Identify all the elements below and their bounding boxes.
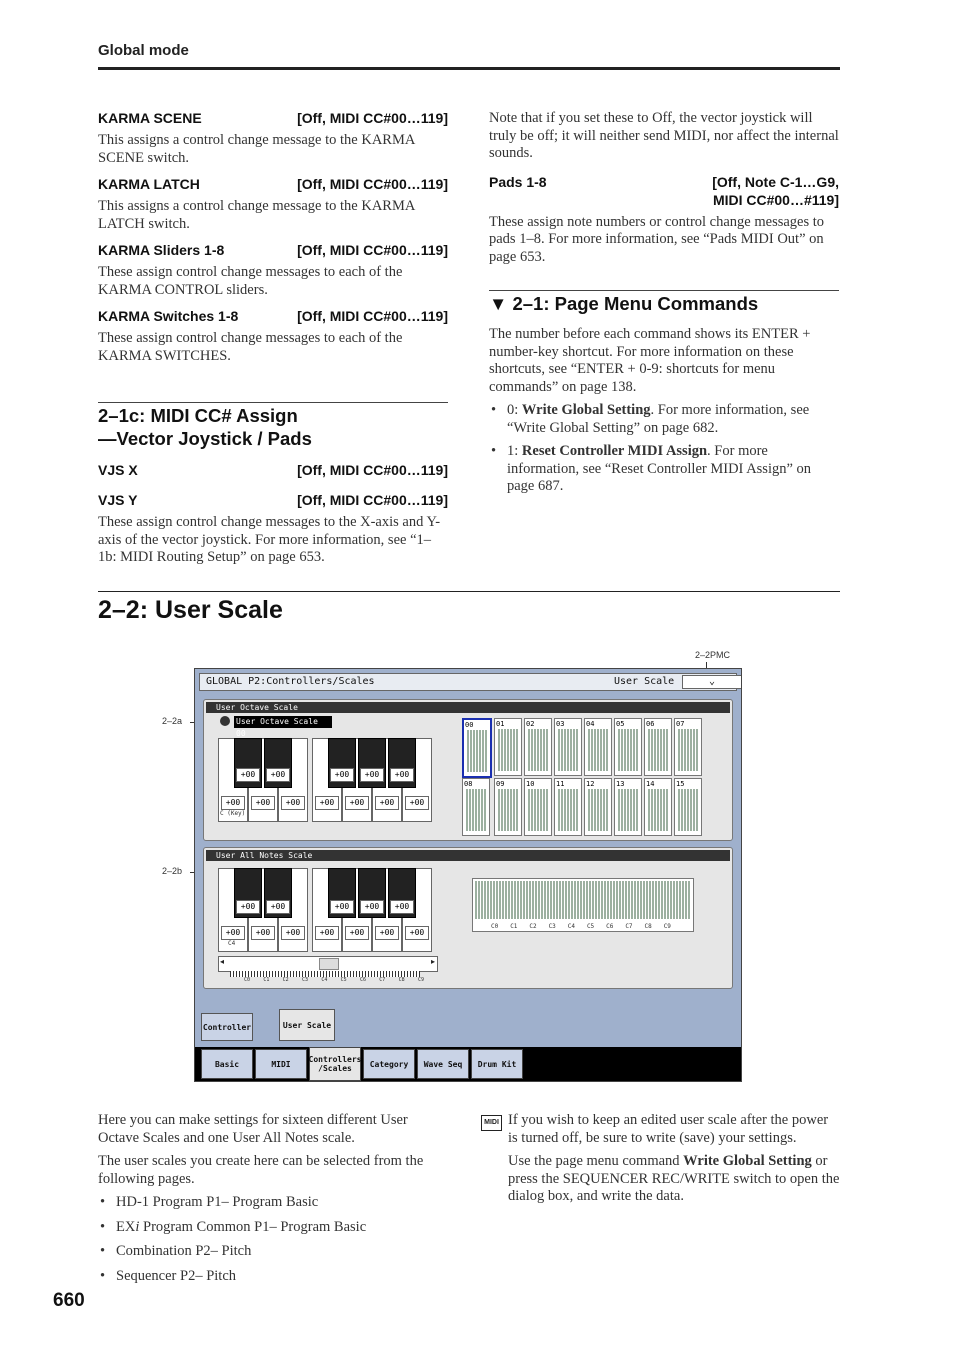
param-name: VJS X	[98, 462, 138, 478]
page-select-label: User Scale	[614, 676, 675, 687]
scale-slot[interactable]	[674, 718, 702, 776]
slot-label: 04	[586, 720, 595, 728]
user-all-notes-scale-panel	[203, 847, 733, 989]
slot-keys	[618, 729, 638, 771]
slot-label: 06	[646, 720, 655, 728]
slot-keys	[648, 789, 668, 831]
mini-kbd-label: C4	[321, 977, 328, 983]
scroll-left-icon[interactable]: ◂	[220, 957, 225, 966]
kbd-label: C4	[567, 923, 575, 930]
tune-value[interactable]: +00	[281, 796, 305, 810]
keyboard-scrollbar[interactable]	[218, 956, 438, 972]
callout-a: 2–2a	[162, 716, 183, 726]
scale-slot[interactable]	[644, 718, 672, 776]
page-menu-body	[489, 326, 839, 496]
popup-arrow-icon[interactable]	[220, 716, 230, 726]
page-list	[98, 1194, 448, 1285]
mini-kbd-label: C7	[379, 977, 386, 983]
panel-title: User Octave Scale	[206, 702, 730, 713]
tab-category[interactable]: Category	[363, 1049, 415, 1079]
page-menu-list	[489, 402, 839, 496]
slot-label: 08	[464, 780, 473, 788]
scroll-thumb[interactable]	[319, 958, 339, 970]
tab-wave-seq[interactable]: Wave Seq	[417, 1049, 469, 1079]
tune-value[interactable]: +00	[375, 796, 399, 810]
list-item	[489, 402, 839, 437]
tab-drum-kit[interactable]: Drum Kit	[471, 1049, 523, 1079]
vjs-params	[98, 462, 448, 567]
range-line1: [Off, Note C-1…G9,	[712, 173, 839, 190]
note-text: Use the page menu command	[508, 1153, 684, 1169]
param-desc: This assigns a control change message to the KARMA LATCH switch.	[98, 198, 415, 232]
menu-rule	[489, 290, 839, 291]
scale-slot[interactable]	[614, 718, 642, 776]
list-item	[98, 1219, 448, 1237]
subsection-heading-line1: 2–1c: MIDI CC# Assign	[98, 405, 298, 426]
tune-value[interactable]: +00	[390, 900, 414, 914]
joystick-note: Note that if you set these to Off, the vector joystick will truly be off; it will neither send MIDI, nor affect the internal sounds.	[489, 110, 839, 161]
tune-value[interactable]: +00	[315, 796, 339, 810]
param-name: KARMA Sliders 1-8	[98, 242, 225, 258]
list-item	[98, 1243, 448, 1261]
item-command: Write Global Setting	[521, 402, 651, 418]
lcd-screenshot	[194, 668, 742, 1082]
kbd-label: C8	[644, 923, 652, 930]
kbd-label: C2	[529, 923, 537, 930]
octave-scale-select[interactable]: User Octave Scale 00	[234, 716, 332, 728]
page-menu-button[interactable]	[682, 675, 742, 689]
scale-slot[interactable]	[644, 778, 672, 836]
slot-label: 01	[496, 720, 505, 728]
full-range-keyboard[interactable]	[472, 878, 694, 932]
kbd-label: C9	[663, 923, 671, 930]
mini-kbd-label: C8	[398, 977, 405, 983]
chevron-down-icon: ⌄	[708, 676, 716, 687]
scale-slot[interactable]	[494, 718, 522, 776]
param-name: KARMA Switches 1-8	[98, 308, 239, 324]
scale-slot[interactable]	[554, 718, 582, 776]
slot-keys	[558, 729, 578, 771]
tab-midi[interactable]: MIDI	[255, 1049, 307, 1079]
kbd-label: C6	[606, 923, 614, 930]
scale-slot[interactable]	[614, 778, 642, 836]
subsection-heading	[98, 404, 312, 450]
full-keyboard-keys	[475, 881, 691, 919]
mini-keyboard-labels	[244, 977, 424, 983]
right-column	[489, 110, 839, 266]
body-right	[508, 1112, 840, 1206]
scale-slot[interactable]	[584, 718, 612, 776]
kbd-label: C5	[586, 923, 595, 930]
param-range: [Off, MIDI CC#00…119]	[297, 110, 448, 126]
page-number: 660	[53, 1290, 85, 1311]
slot-label: 00	[465, 721, 474, 729]
slot-label: 11	[556, 780, 565, 788]
left-column	[98, 110, 448, 365]
list-item	[489, 443, 839, 496]
subsection-rule	[98, 402, 448, 403]
callout-pmc: 2–2PMC	[695, 650, 731, 660]
slot-keys	[528, 729, 548, 771]
tab-bar	[195, 1047, 742, 1082]
body-left	[98, 1112, 448, 1285]
slot-keys	[618, 789, 638, 831]
item-text: . For more information, see “Write Global Setting” on page 682.	[507, 402, 810, 436]
subsection-heading-line2: —Vector Joystick / Pads	[98, 428, 312, 449]
param-name: Pads 1-8	[489, 173, 547, 190]
scale-slot[interactable]	[584, 778, 612, 836]
param-name: VJS Y	[98, 492, 138, 508]
slot-keys	[678, 789, 698, 831]
param-desc: These assign note numbers or control change messages to pads 1–8. For more information, see “Pads MIDI Out” on page 653.	[489, 213, 825, 265]
panel-title: User All Notes Scale	[206, 850, 730, 861]
tune-value[interactable]: +00	[266, 900, 290, 914]
key-note-label: C4	[228, 940, 236, 947]
scale-slot[interactable]	[462, 778, 490, 836]
item-text: EX	[116, 1218, 136, 1235]
param-karma-latch	[98, 176, 448, 233]
screen-title-bar	[199, 673, 737, 691]
tune-value[interactable]: +00	[236, 900, 260, 914]
slot-keys	[498, 789, 518, 831]
param-range: [Off, MIDI CC#00…119]	[297, 462, 448, 478]
scale-slot[interactable]	[462, 718, 492, 778]
section-rule	[98, 591, 840, 592]
list-item	[98, 1268, 448, 1286]
full-keyboard-labels	[491, 923, 671, 930]
param-desc: These assign control change messages to each of the KARMA CONTROL sliders.	[98, 264, 403, 298]
param-desc: These assign control change messages to the X-axis and Y-axis of the vector joystick. For more information, see “1–1b: MIDI Routing Setup” on page 653.	[98, 514, 441, 565]
tune-value[interactable]: +00	[390, 768, 414, 782]
mini-kbd-label: C0	[244, 977, 251, 983]
slot-label: 03	[556, 720, 565, 728]
slot-label: 13	[616, 780, 625, 788]
param-range	[712, 174, 839, 208]
callout-b: 2–2b	[162, 866, 183, 876]
slot-keys	[467, 730, 487, 772]
slot-label: 14	[646, 780, 655, 788]
slot-keys	[528, 789, 548, 831]
tune-value[interactable]: +00	[330, 768, 354, 782]
item-prefix: 0:	[507, 402, 522, 418]
param-karma-sliders	[98, 242, 448, 299]
scale-slot[interactable]	[674, 778, 702, 836]
param-name: KARMA LATCH	[98, 176, 200, 192]
param-range: [Off, MIDI CC#00…119]	[297, 176, 448, 192]
tune-value[interactable]: +00	[330, 900, 354, 914]
slot-keys	[648, 729, 668, 771]
slot-label: 15	[676, 780, 685, 788]
scale-slot[interactable]	[524, 778, 552, 836]
param-range: [Off, MIDI CC#00…119]	[297, 242, 448, 258]
tune-value[interactable]: +00	[221, 926, 245, 940]
mini-kbd-label: C5	[340, 977, 347, 983]
tune-value[interactable]: +00	[315, 926, 339, 940]
item-command: Reset Controller MIDI Assign	[521, 443, 708, 459]
scale-slot[interactable]	[554, 778, 582, 836]
mini-kbd-label: C1	[263, 977, 270, 983]
note-command: Write Global Setting	[683, 1153, 812, 1169]
tune-value[interactable]: +00	[251, 796, 275, 810]
user-octave-scale-panel	[203, 699, 733, 841]
midi-note: If you wish to keep an edited user scale after the power is turned off, be sure to write (save) your settings.	[508, 1112, 829, 1146]
slot-label: 12	[586, 780, 595, 788]
range-line2: MIDI CC#00…#119]	[712, 191, 839, 208]
slot-keys	[588, 789, 608, 831]
mini-kbd-label: C3	[301, 977, 309, 983]
tab-basic[interactable]: Basic	[201, 1049, 253, 1079]
kbd-label: C7	[625, 923, 633, 930]
tune-value[interactable]: +00	[266, 768, 290, 782]
slot-label: 05	[616, 720, 625, 728]
slot-keys	[678, 729, 698, 771]
slot-keys	[466, 789, 486, 831]
slot-label: 02	[526, 720, 535, 728]
item-text: . For more information, see “Reset Controller MIDI Assign” on page 687.	[507, 443, 812, 494]
tune-value[interactable]: +00	[345, 926, 369, 940]
body-paragraph: The user scales you create here can be selected from the following pages.	[98, 1153, 424, 1187]
midi-note-2	[508, 1153, 840, 1206]
page-menu-intro: The number before each command shows its ENTER + number-key shortcut. For more information on these shortcuts, see “ENTER + 0-9: shortcuts for menu commands” on page 138.	[489, 326, 811, 395]
kbd-label: C3	[548, 923, 556, 930]
item-prefix: 1:	[507, 443, 522, 459]
midi-icon: MIDI	[481, 1115, 502, 1131]
param-range: [Off, MIDI CC#00…119]	[297, 492, 448, 508]
slot-label: 07	[676, 720, 685, 728]
tune-value[interactable]: +00	[221, 796, 245, 810]
param-pads	[489, 174, 839, 208]
item-text: Program Common P1– Program Basic	[139, 1218, 367, 1235]
kbd-label: C1	[510, 923, 518, 930]
tune-value[interactable]: +00	[405, 796, 429, 810]
param-karma-scene	[98, 110, 448, 167]
tune-value[interactable]: +00	[345, 796, 369, 810]
running-header: Global mode	[98, 42, 189, 59]
scale-slot[interactable]	[524, 718, 552, 776]
scroll-right-icon[interactable]: ▸	[430, 957, 435, 966]
list-item	[98, 1194, 448, 1212]
slot-keys	[498, 729, 518, 771]
note-text: or press the SEQUENCER REC/WRITE switch to open the dialog box, and write the data.	[508, 1153, 840, 1204]
param-karma-switches	[98, 308, 448, 365]
param-desc: These assign control change messages to each of the KARMA SWITCHES.	[98, 330, 403, 364]
slot-keys	[558, 789, 578, 831]
param-name: KARMA SCENE	[98, 110, 202, 126]
mini-kbd-label: C6	[359, 977, 366, 983]
kbd-label: C0	[491, 923, 499, 930]
tune-value[interactable]: +00	[281, 926, 305, 940]
subtab-user-scale[interactable]: User Scale	[279, 1009, 335, 1041]
item-text: HD-1 Program P1– Program Basic	[116, 1194, 319, 1210]
key-note-label: C (Key)	[220, 810, 246, 817]
item-italic: i	[135, 1218, 140, 1235]
item-text: Sequencer P2– Pitch	[116, 1267, 237, 1284]
param-range: [Off, MIDI CC#00…119]	[297, 308, 448, 324]
slot-keys	[588, 729, 608, 771]
tune-value[interactable]: +00	[236, 768, 260, 782]
body-paragraph: Here you can make settings for sixteen different User Octave Scales and one User All Notes scale.	[98, 1112, 408, 1146]
page-menu-heading: ▼ 2–1: Page Menu Commands	[489, 293, 759, 314]
mini-kbd-label: C2	[282, 977, 289, 983]
tab-controllers-scales[interactable]: Controllers /Scales	[309, 1047, 361, 1081]
item-text: Combination P2– Pitch	[116, 1243, 252, 1259]
param-desc: This assigns a control change message to the KARMA SCENE switch.	[98, 132, 415, 166]
screen-title: GLOBAL P2:Controllers/Scales	[206, 676, 375, 687]
tune-value[interactable]: +00	[360, 768, 384, 782]
tune-value[interactable]: +00	[375, 926, 399, 940]
section-title: 2–2: User Scale	[98, 596, 283, 624]
header-rule	[98, 67, 840, 70]
slot-label: 09	[496, 780, 505, 788]
subtab-controller[interactable]: Controller	[201, 1013, 253, 1041]
tune-value[interactable]: +00	[251, 926, 275, 940]
tune-value[interactable]: +00	[405, 926, 429, 940]
tune-value[interactable]: +00	[360, 900, 384, 914]
slot-label: 10	[526, 780, 535, 788]
scale-slot[interactable]	[494, 778, 522, 836]
mini-kbd-label: C9	[417, 977, 424, 983]
